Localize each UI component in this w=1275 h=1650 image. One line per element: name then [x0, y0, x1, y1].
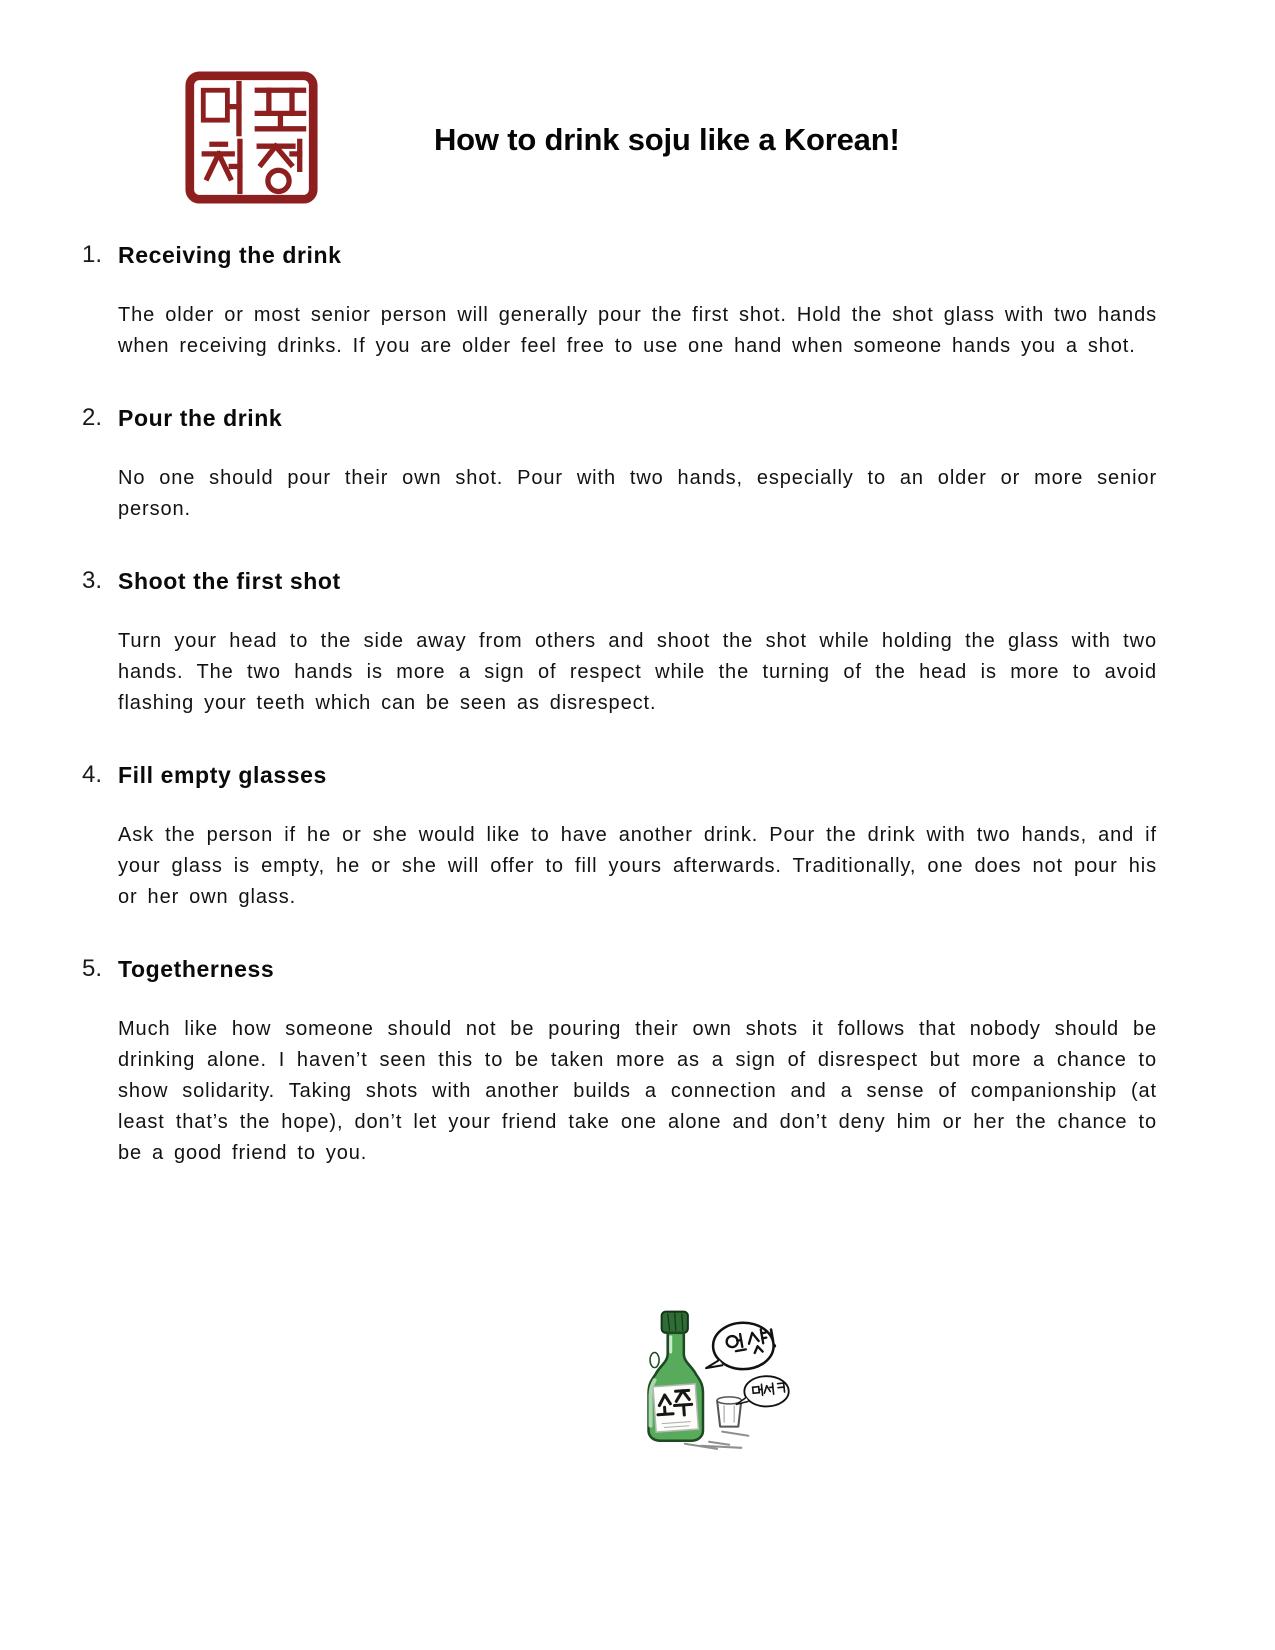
- section-paragraph: No one should pour their own shot. Pour with two hands, especially to an older or more senior person.: [118, 467, 1157, 520]
- section-paragraph: Much like how someone should not be pouring their own shots it follows that nobody should be drinking alone. I haven’t seen this to be taken more as a sign of disrespect but more a chance to show solidarity. Taking shots with another builds a connection and a sense of companionship (at least that’s the hope), don’t let your friend take one alone and don’t deny him or her the chance to be a good friend to you.: [118, 1018, 1157, 1164]
- section-heading-label: Fill empty glasses: [118, 762, 327, 788]
- section-paragraph: The older or most senior person will generally pour the first shot. Hold the shot glass with two hands when receiving drinks. If you are older feel free to use one hand when someone hands you a shot.: [118, 304, 1157, 357]
- section-shoot-the-first-shot: [82, 567, 1157, 719]
- section-heading: [82, 955, 1157, 983]
- section-heading: [82, 761, 1157, 789]
- section-paragraph: Turn your head to the side away from others and shoot the shot while holding the glass with two hands. The two hands is more a sign of respect while the turning of the head is more to avoid flashing your teeth which can be seen as disrespect.: [118, 630, 1157, 714]
- section-pour-the-drink: [82, 404, 1157, 525]
- section-heading-label: Pour the drink: [118, 405, 283, 431]
- seal-char-jang: [259, 141, 300, 191]
- shot-glass: [717, 1397, 741, 1427]
- korean-seal-logo: [183, 70, 320, 205]
- section-paragraph: Ask the person if he or she would like to have another drink. Pour the drink with two hands, and if your glass is empty, he or she will offer to fill yours afterwards. Traditionally, one does not pour his or her own glass.: [118, 824, 1157, 908]
- speech-bubble-one-shot: [706, 1323, 777, 1369]
- bottle-label: [653, 1384, 698, 1432]
- seal-icon: [183, 70, 320, 205]
- neck-highlight-loop: [650, 1352, 659, 1367]
- speech-bubble-reply: [736, 1376, 788, 1406]
- section-heading: [82, 567, 1157, 595]
- section-number: 4.: [82, 761, 103, 788]
- section-heading: [82, 241, 1157, 269]
- document-header: [0, 0, 1275, 205]
- section-togetherness: [82, 955, 1157, 1169]
- section-heading-label: Shoot the first shot: [118, 568, 341, 594]
- section-heading-label: Receiving the drink: [118, 242, 342, 268]
- seal-char-po: [257, 90, 303, 129]
- soju-bottle-illustration: [588, 1253, 820, 1455]
- section-number: 5.: [82, 955, 103, 982]
- seal-char-ma: [203, 84, 239, 134]
- page-title: How to drink soju like a Korean!: [434, 122, 900, 157]
- section-heading-label: Togetherness: [118, 956, 275, 982]
- section-receiving-the-drink: [82, 241, 1157, 362]
- section-number: 1.: [82, 241, 103, 268]
- section-number: 2.: [82, 404, 103, 431]
- document-body: [82, 241, 1157, 1169]
- section-heading: [82, 404, 1157, 432]
- section-number: 3.: [82, 567, 103, 594]
- seal-char-cha: [204, 141, 240, 191]
- section-fill-empty-glasses: [82, 761, 1157, 913]
- bottle-cap: [662, 1312, 688, 1333]
